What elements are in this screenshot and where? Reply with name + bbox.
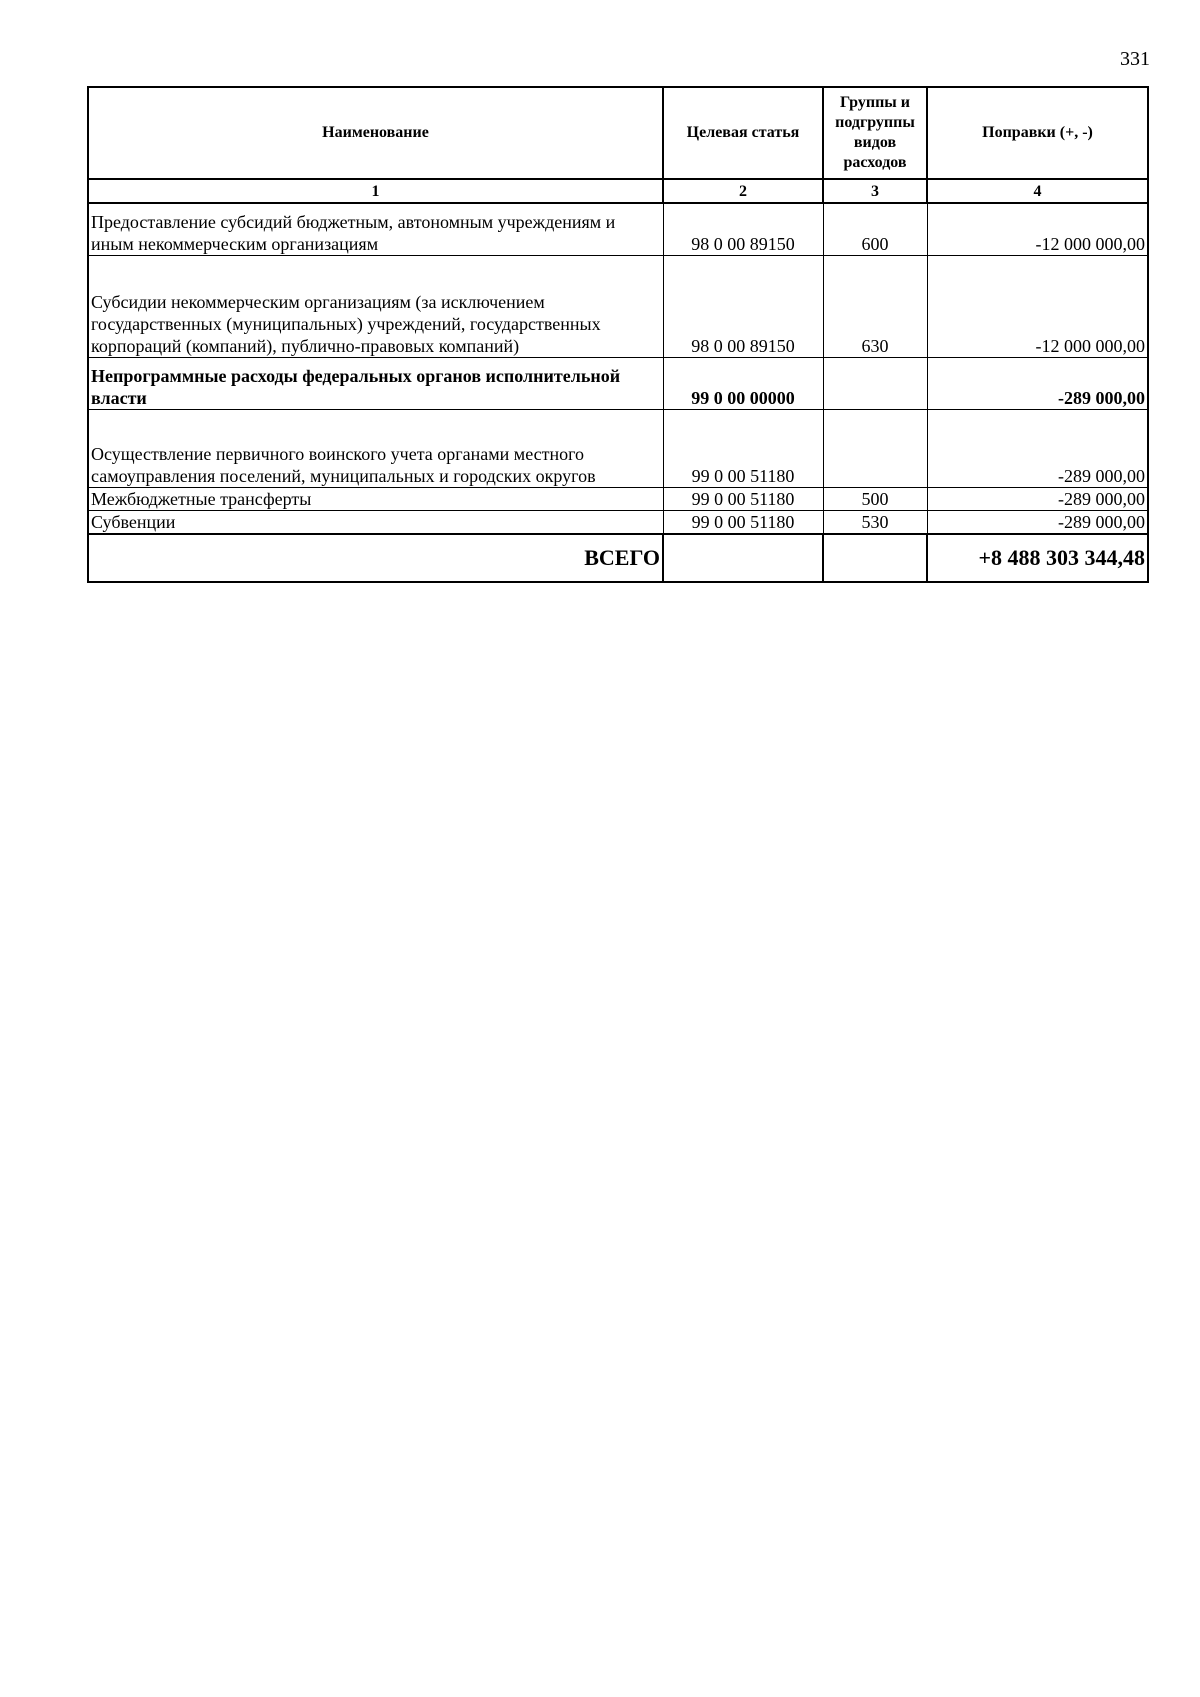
- row-name: Межбюджетные трансферты: [88, 487, 663, 510]
- row-target: 99 0 00 00000: [663, 357, 823, 409]
- amendments-table: [87, 86, 1149, 583]
- row-name: Осуществление первичного воинского учета органами местного самоуправления поселений, муниципальных и городских округов: [88, 409, 663, 487]
- row-name: Субсидии некоммерческим организациям (за исключением государственных (муниципальных) учреждений, государственных корпораций (компаний), публично-правовых компаний): [88, 255, 663, 357]
- row-amount: -12 000 000,00: [927, 255, 1148, 357]
- column-number: 4: [927, 179, 1148, 203]
- header-name: Наименование: [88, 87, 663, 179]
- header-groups: Группы и подгруппы видов расходов: [823, 87, 927, 179]
- row-name: Предоставление субсидий бюджетным, автономным учреждениям и иным некоммерческим организациям: [88, 203, 663, 255]
- page-number: 331: [1120, 48, 1150, 70]
- row-amount: -12 000 000,00: [927, 203, 1148, 255]
- row-target: 99 0 00 51180: [663, 487, 823, 510]
- table-row: [88, 409, 1148, 487]
- row-amount: -289 000,00: [927, 357, 1148, 409]
- table-row: [88, 255, 1148, 357]
- row-group: 630: [823, 255, 927, 357]
- row-group: 600: [823, 203, 927, 255]
- total-group: [823, 534, 927, 582]
- total-row: [88, 534, 1148, 582]
- row-target: 99 0 00 51180: [663, 510, 823, 534]
- row-amount: -289 000,00: [927, 510, 1148, 534]
- row-target: 99 0 00 51180: [663, 409, 823, 487]
- row-group: 500: [823, 487, 927, 510]
- row-name: Субвенции: [88, 510, 663, 534]
- column-number: 2: [663, 179, 823, 203]
- total-amount: +8 488 303 344,48: [927, 534, 1148, 582]
- row-group: [823, 409, 927, 487]
- table-row: [88, 487, 1148, 510]
- table-row: [88, 203, 1148, 255]
- header-target: Целевая статья: [663, 87, 823, 179]
- row-group: 530: [823, 510, 927, 534]
- row-name: Непрограммные расходы федеральных органов исполнительной власти: [88, 357, 663, 409]
- table-row: [88, 357, 1148, 409]
- column-number: 3: [823, 179, 927, 203]
- header-amendments: Поправки (+, -): [927, 87, 1148, 179]
- row-target: 98 0 00 89150: [663, 255, 823, 357]
- total-label: ВСЕГО: [88, 534, 663, 582]
- row-amount: -289 000,00: [927, 487, 1148, 510]
- row-group: [823, 357, 927, 409]
- table-row: [88, 510, 1148, 534]
- row-target: 98 0 00 89150: [663, 203, 823, 255]
- column-number: 1: [88, 179, 663, 203]
- total-target: [663, 534, 823, 582]
- row-amount: -289 000,00: [927, 409, 1148, 487]
